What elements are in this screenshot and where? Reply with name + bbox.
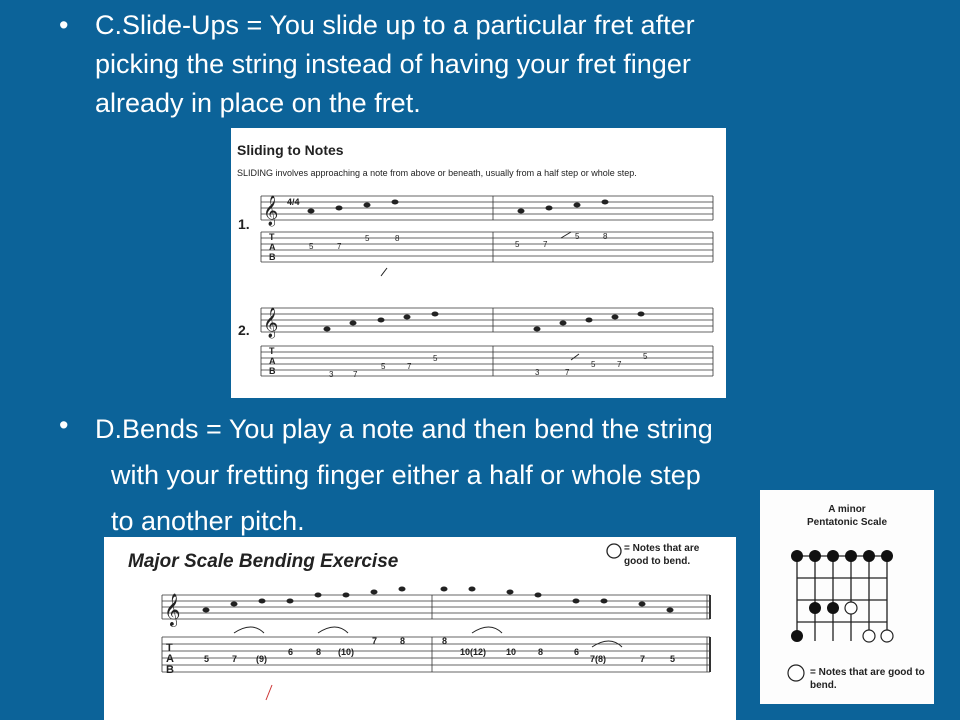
fret-number: 3 [329,370,334,379]
figure-title: A minor [828,504,866,515]
bullet-marker: • [59,410,69,440]
tab-label: T A B [269,346,276,376]
fret-number: 5 [204,654,210,664]
fret-number: 7 [565,368,570,377]
fret-number: 5 [365,234,370,243]
fret-number: 8 [603,232,608,241]
bullet-marker: • [59,10,69,40]
fret-number: 8 [400,636,406,646]
fret-number: 5 [575,232,580,241]
fret-number: 5 [309,242,314,251]
fret-number: 6 [288,647,294,657]
fret-number: 5 [433,354,438,363]
figure-title: Major Scale Bending Exercise [128,551,399,572]
time-signature: 4/4 [287,197,300,207]
example-label: 1. [238,216,250,232]
figure-legend: = Notes that are good to bend. [624,543,700,567]
figure-subtitle: Pentatonic Scale [806,517,888,528]
fret-number: 5 [670,654,676,664]
bullet-line: to another pitch. [111,506,305,536]
major-scale-bending-figure [104,537,736,720]
bullet-line: C.Slide-Ups = You slide up to a particular fret after [95,10,695,40]
tab-label: T A B [166,642,174,676]
fret-number: 7 [337,242,342,251]
bullet-bends [59,406,713,544]
figure-legend: = Notes that are good to bend. [810,667,925,691]
fret-number: 7 [372,636,378,646]
bullet-slide-ups [59,6,695,123]
svg-text:𝄞: 𝄞 [164,594,181,625]
fret-number: 7 [617,360,622,369]
fret-number: 7 [640,654,646,664]
bullet-line: with your fretting finger either a half or whole step [111,460,701,490]
svg-text:𝄞: 𝄞 [263,195,279,225]
fret-number: 5 [515,240,520,249]
fret-number: 7 [232,654,238,664]
example-label: 2. [238,322,250,338]
sliding-to-notes-figure [231,128,726,398]
fret-number: 10 [506,647,517,657]
figure-title: Sliding to Notes [237,142,344,158]
sliding-notation [231,128,726,398]
bullet-line: picking the string instead of having your fret finger [95,49,691,79]
fret-number: (9) [256,654,267,664]
fret-number: 3 [535,368,540,377]
fret-number: 7(8) [590,654,607,664]
fret-number: 7 [353,370,358,379]
a-minor-pentatonic-figure [760,490,934,704]
fret-number: 7 [543,240,548,249]
bullet-line: D.Bends = You play a note and then bend the string [95,414,713,444]
fret-number: 8 [316,647,322,657]
fret-number: 5 [643,352,648,361]
tab-label: T A B [269,232,276,262]
bullet-line: already in place on the fret. [95,88,421,118]
fret-number: 8 [442,636,448,646]
svg-text:𝄞: 𝄞 [263,307,279,337]
fret-number: 7 [407,362,412,371]
figure-description: SLIDING involves approaching a note from above or beneath, usually from a half step or whole step. [237,168,637,178]
fret-number: 6 [574,647,580,657]
fret-number: (10) [338,647,355,657]
fret-number: 10(12) [460,647,487,657]
fret-number: 8 [538,647,544,657]
fret-number: 5 [591,360,596,369]
bending-notation [104,537,736,720]
fret-number: 5 [381,362,386,371]
fret-number: 8 [395,234,400,243]
